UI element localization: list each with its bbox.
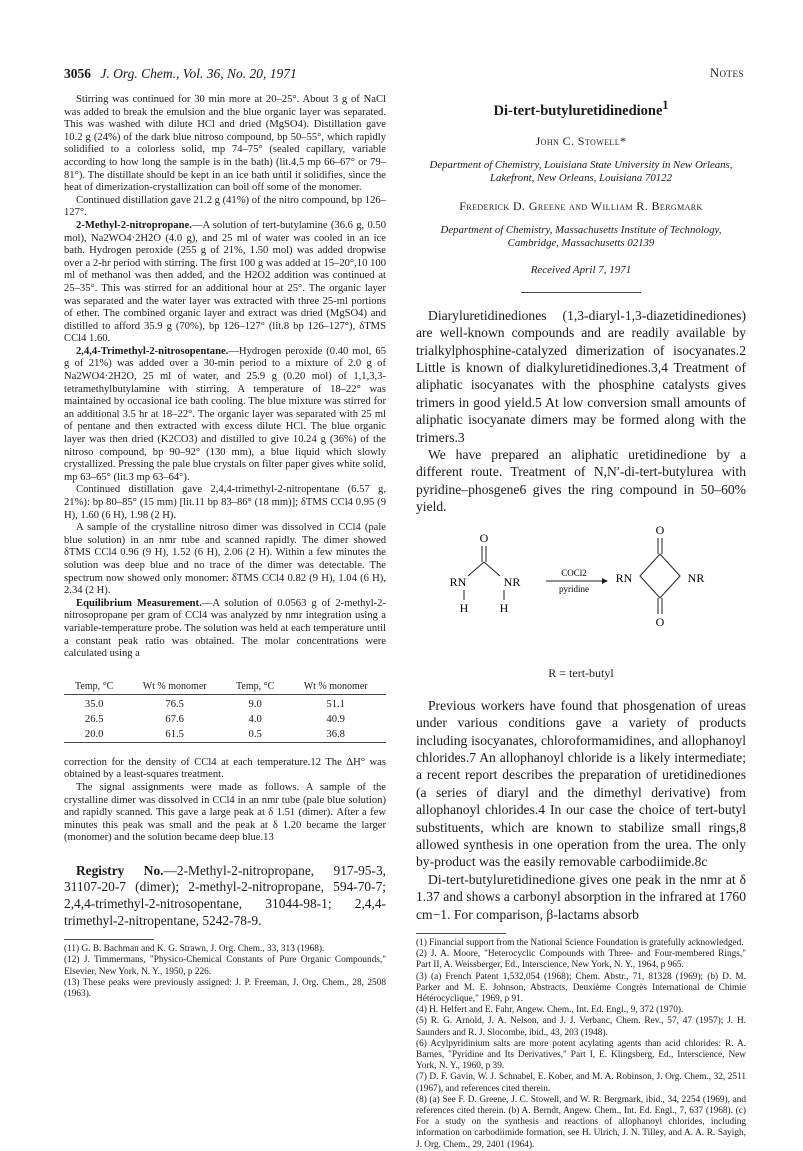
- footnote: (1) Financial support from the National Science Foundation is gratefully acknowledged.: [416, 937, 744, 948]
- paragraph: A sample of the crystalline nitroso dimer was dissolved in CCl4 (pale blue solution) in an nmr tube and scanned rapidly. The dimer showed δTMS CCl4 0.96 (9 H), 1.52 (6 H), 2.06 (2 H). Within a few minutes the solution was deep blue and no trace of the dimer was detectable. The spectrum now showed only monomer: δTMS CCl4 0.82 (9 H), 1.04 (6 H), 2.34 (2 H).: [64, 522, 386, 597]
- ring-oxygen-top: O: [655, 522, 665, 537]
- article-title: [416, 98, 746, 120]
- table-cell: 76.5: [165, 698, 184, 710]
- paragraph: We have prepared an aliphatic uretidinedione by a different route. Treatment of N,N′-di-tert-butylurea with pyridine–phosgene6 gives the ring compound in 50–60% yield.: [416, 447, 746, 515]
- journal-name: J. Org. Chem., Vol. 36, No. 20, 1971: [100, 66, 297, 81]
- right-column: [416, 94, 746, 1151]
- table-cell: 26.5: [84, 713, 104, 725]
- urea-nr-label: NR: [503, 574, 521, 589]
- table-cell: 40.9: [326, 713, 345, 725]
- header-divider: [521, 292, 641, 293]
- paragraph: The signal assignments were made as follows. A sample of the crystalline dimer was dissolved in CCl4 in an nmr tube (pale blue solution) and rapidly scanned. This gave a large peak at δ 1.51 (dimer). After a few minutes this peak was small and the peak at δ 1.20 became the larger (monomer) and the solution became deep blue.13: [64, 781, 386, 844]
- paragraph: Di-tert-butyluretidinedione gives one peak in the nmr at δ 1.37 and shows a carbonyl absorption in the infrared at 1760 cm−1. For comparison, β-lactams absorb: [416, 871, 746, 922]
- footnote: (3) (a) French Patent 1,532,054 (1968); Chem. Abstr., 71, 81328 (1969); (b) D. M. Parker and M. E. Johnson, Abstracts, Deuxième Congrès International de Chimie Hétérocyclique," 1969, p 91.: [416, 971, 746, 1004]
- footnote: (4) H. Helfert and E. Fahr, Angew. Chem., Int. Ed. Engl., 9, 372 (1970).: [416, 1005, 684, 1016]
- table-cell: 0.5: [248, 728, 262, 740]
- table-row: [64, 697, 386, 712]
- section-heading: Equilibrium Measurement.: [76, 597, 202, 609]
- paragraph-text: —Hydrogen peroxide (0.40 mol, 65 g of 21%) was added over a 30-min period to a mixture of 2.0 g of Na2WO4·2H2O, 25 ml of water, and 25.9 g (0.20 mol) of 1,1,3,3-tetramethylbutylamine with stirring. A temperature of 18–22° was maintained by occasional ice bath cooling. The blue mixture was stirred for an additional 3.5 hr at 18–22°. The organic layer was separated with 25 ml of pentane and then extracted with excess dilute HCl. The blue organic layer was then dried (K2CO3) and distilled to give 10.24 g (36%) of the nitroso compound, bp 90–92° (130 mm), a blue liquid which slowly crystallized. Pressing the pale blue crystals on filter paper gives white solid, mp 63–65° (lit.3 mp 63–64°).: [64, 345, 386, 483]
- registry-numbers: [64, 863, 386, 929]
- author-line: John C. Stowell*: [535, 133, 627, 148]
- footnote: (7) D. F. Gavin, W. J. Schnabel, E. Kober, and M. A. Robinson, J. Org. Chem., 32, 2511 (1967), and references cited therein.: [416, 1072, 746, 1094]
- table-header: Wt % monomer: [303, 680, 368, 692]
- equilibrium-table: [64, 679, 386, 745]
- title-text: Di-tert-butyluretidinedione: [493, 102, 663, 119]
- table-cell: 51.1: [326, 698, 345, 710]
- section-heading: 2-Methyl-2-nitropropane.: [76, 219, 192, 231]
- section-label: Notes: [709, 66, 744, 80]
- ring-oxygen-bottom: O: [655, 614, 665, 629]
- table-cell: 35.0: [84, 698, 104, 710]
- registry-heading: Registry No.: [76, 862, 164, 878]
- paragraph: Continued distillation gave 21.2 g (41%) of the nitro compound, bp 126–127°.: [64, 194, 386, 219]
- page-header: [64, 66, 744, 84]
- paragraph: [64, 346, 386, 485]
- reaction-diagram: [416, 520, 746, 670]
- urea-h1-label: H: [459, 600, 469, 615]
- paragraph: [64, 220, 386, 346]
- footnote: (11) G. B. Bachman and K. G. Strawn, J. Org. Chem., 33, 313 (1968).: [64, 944, 325, 955]
- received-date: Received April 7, 1971: [530, 263, 632, 276]
- affiliation: Department of Chemistry, Louisiana State University in New Orleans, Lakefront, New Orleans, Louisiana 70122: [429, 158, 733, 184]
- footnote: (8) (a) See F. D. Greene, J. C. Stowell, and W. R. Bergmark, ibid., 34, 2254 (1969), and references cited therein. (b) A. Berndt, Angew. Chem., Int. Ed. Engl., 7, 637 (1968). (c) For a study on the synthesis and reactions of allophanoyl chlorides, including information on carbodiimide formation, see H. Ulrich, J. N. Tilley, and A. A. R. Sayigh, J. Org. Chem., 29, 2401 (1964).: [416, 1094, 746, 1150]
- footnote-divider: [64, 939, 154, 940]
- table-cell: 36.8: [326, 728, 345, 740]
- footnote: (2) J. A. Moore, "Heterocyclic Compounds with Three- and Four-membered Rings," Part II, A. Weissberger, Ed., Interscience, New York, N. Y., 1964, p 965.: [416, 949, 746, 971]
- table-cell: 67.6: [165, 713, 184, 725]
- table-cell: 9.0: [248, 698, 262, 710]
- table-header-row: [64, 679, 386, 695]
- paragraph-text: —A solution of tert-butylamine (36.6 g, 0.50 mol), Na2WO4·2H2O (4.0 g), and 25 ml of water was cooled in an ice bath. Hydrogen peroxide (255 g of 21%, 1.50 mol) was added dropwise over a 2-hr period with stirring. The first 100 g was added at 15–20°,10 100 ml of methanol was then added, and the H2O2 addition was continued at 25–35°. This was stirred for an additional hour at 25°. The organic layer was separated and the water layer was extracted with three 25-ml portions of ether. The combined organic layer and extract was dried (MgSO4) and distilled to afford 35.9 g (70%), bp 126–127° (lit.8 bp 126–127°), δTMS CCl4 1.60.: [64, 219, 386, 345]
- table-header: Temp, °C: [75, 680, 114, 692]
- left-column: [64, 94, 386, 1000]
- table-header: Wt % monomer: [142, 680, 207, 692]
- reagent-bottom-label: pyridine: [559, 583, 589, 594]
- footnote: (12) J. Timmermans, "Physico-Chemical Constants of Pure Organic Compounds," Elsevier, New York, N. Y., 1950, p 226.: [64, 955, 386, 977]
- registry-text: —2-Methyl-2-nitropropane, 917-95-3, 31107-20-7 (dimer); 2-methyl-2-nitropropane, 594-70-7; 2,4,4-trimethyl-2-nitrosopentane, 31044-98-1; 2,4,4-trimethyl-2-nitropentane, 5242-78-9.: [64, 862, 386, 928]
- paragraph: Diaryluretidinediones (1,3-diaryl-1,3-diazetidinediones) are well-known compounds and are readily available by trialkylphosphine-catalyzed dimerization of isocyanates.2 Little is known of dialkyluretidinediones.3,4 Treatment of aliphatic isocyanates with the phosphine catalysts gives trimers in good yield.5 At low conversion small amounts of aliphatic isocyanate dimers may be formed along with the trimers.3: [416, 307, 746, 445]
- reaction-scheme: [416, 520, 746, 670]
- affiliation: Department of Chemistry, Massachusetts Institute of Technology, Cambridge, Massachusetts 02139: [440, 223, 722, 249]
- urea-h2-label: H: [499, 600, 509, 615]
- ring-nr-label: NR: [687, 570, 705, 585]
- paragraph: correction for the density of CCl4 at each temperature.12 The ΔH° was obtained by a least-squares treatment.: [64, 756, 386, 781]
- footnote-divider: [416, 933, 506, 934]
- reagent-top-label: COCl2: [561, 567, 587, 578]
- paragraph: Continued distillation gave 2,4,4-trimethyl-2-nitropentane (6.57 g, 21%): bp 80–85° (15 mm) [lit.11 bp 83–86° (18 mm)]; δTMS CCl4 0.95 (9 H), 1.60 (6 H), 1.98 (2 H).: [64, 484, 386, 521]
- table-row: [64, 727, 386, 743]
- table-header: Temp, °C: [236, 680, 275, 692]
- paragraph: Stirring was continued for 30 min more at 20–25°. About 3 g of NaCl was added to break the emulsion and the blue organic layer was separated. This was washed with dilute HCl and dried (MgSO4). Distillation gave 10.2 g (24%) of the dark blue nitroso compound, bp 50–55°, which rapidly solidified to a colorless solid, mp 74–75° (sealed capillary, variable according to how long the sample is in the bath) (lit.4,5 mp 66–67° or 79–81°). The distillate should be kept in an ice bath until it solidifies, since the heat of dimerization-crystallization can boil off some of the monomer.: [64, 94, 386, 194]
- section-heading: 2,4,4-Trimethyl-2-nitrosopentane.: [76, 345, 229, 357]
- footnote: (6) Acylpyridinium salts are more potent acylating agents than acid chlorides: R. A. Barnes, "Pyridine and Its Derivatives," Part I, E. Klingsberg, Ed., Interscience, New York, N. Y., 1960, p 39.: [416, 1038, 746, 1072]
- author-line: Frederick D. Greene and William R. Bergmark: [459, 198, 703, 213]
- paragraph: [64, 598, 386, 661]
- table-row: [64, 712, 386, 727]
- journal-citation: [64, 66, 297, 82]
- paragraph-text: —A solution of 0.0563 g of 2-methyl-2-nitrosopropane per gram of CCl4 was analyzed by nmr integration using a variable-temperature probe. The solution was held at each temperature until a constant peak ratio was obtained. The molar concentrations were calculated using a: [64, 597, 386, 660]
- table-cell: 61.5: [165, 728, 184, 740]
- page-number: 3056: [64, 66, 91, 81]
- table-cell: 20.0: [84, 728, 104, 740]
- ring-rn-label: RN: [615, 570, 633, 585]
- table-cell: 4.0: [248, 713, 262, 725]
- urea-rn-label: RN: [449, 574, 467, 589]
- substituent-definition: R = tert-butyl: [548, 665, 614, 680]
- footnote: (5) R. G. Arnold, J. A. Nelson, and J. J. Verbanc, Chem. Rev., 57, 47 (1957); J. H. Saunders and R. J. Slocombe, ibid., 43, 203 (1948).: [416, 1016, 746, 1038]
- title-footnote-mark: 1: [662, 98, 669, 112]
- paragraph: Previous workers have found that phosgenation of ureas under various conditions gave a variety of products including isocyanates, chloroformamidines, and allophanoyl chlorides.7 An allophanoyl chloride is a likely intermediate; a recent report describes the preparation of uretidinediones (a series of diaryl and the dimethyl derivative) from allophanoyl chlorides.4 In our case the choice of tert-butyl substituents, which are known to stabilize small rings,8 allowed synthesis in one operation from the urea. The only by-product was the easily removable carbodiimide.8c: [416, 697, 746, 870]
- urea-oxygen-label: O: [479, 530, 489, 545]
- footnote: (13) These peaks were previously assigned: J. P. Freeman, J. Org. Chem., 28, 2508 (1963).: [64, 977, 386, 1000]
